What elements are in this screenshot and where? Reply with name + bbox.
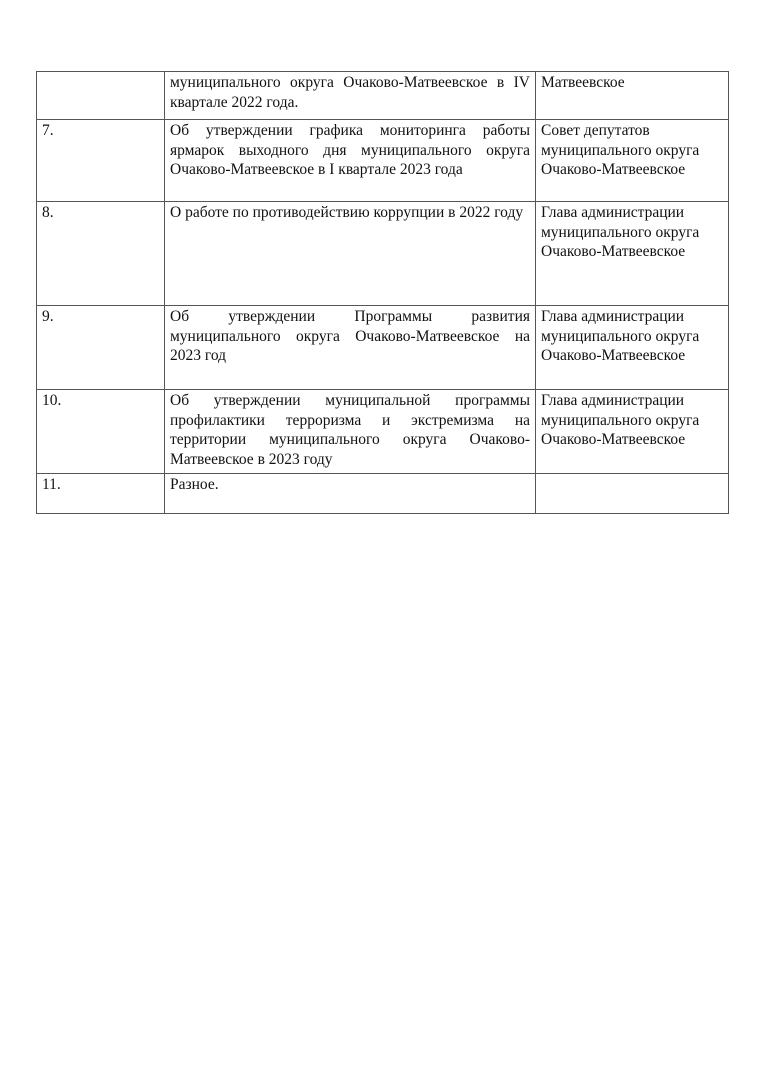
table-row — [37, 390, 729, 474]
agenda-topic-cell: Об утверждении муниципальной программы профилактики терроризма и экстремизма на территории муниципального округа Очаково-Матвеевское в 2023 году — [165, 390, 536, 474]
agenda-topic-cell: Разное. — [165, 474, 536, 514]
responsible-cell: Глава администрации муниципального округа Очаково-Матвеевское — [536, 306, 729, 390]
row-number-cell: 8. — [37, 202, 165, 306]
table-row — [37, 120, 729, 202]
table-row — [37, 474, 729, 514]
responsible-cell: Матвеевское — [536, 72, 729, 120]
row-number-cell: 10. — [37, 390, 165, 474]
responsible-cell: Совет депутатов муниципального округа Очаково-Матвеевское — [536, 120, 729, 202]
table-row — [37, 72, 729, 120]
table-row — [37, 202, 729, 306]
agenda-topic-cell: О работе по противодействию коррупции в 2022 году — [165, 202, 536, 306]
agenda-topic-cell: Об утверждении Программы развития муниципального округа Очаково-Матвеевское на 2023 год — [165, 306, 536, 390]
row-number-cell: 11. — [37, 474, 165, 514]
responsible-cell — [536, 474, 729, 514]
responsible-cell: Глава администрации муниципального округа Очаково-Матвеевское — [536, 390, 729, 474]
row-number-cell: 7. — [37, 120, 165, 202]
responsible-cell: Глава администрации муниципального округа Очаково-Матвеевское — [536, 202, 729, 306]
agenda-topic-cell: муниципального округа Очаково-Матвеевское в IV квартале 2022 года. — [165, 72, 536, 120]
agenda-topic-cell: Об утверждении графика мониторинга работы ярмарок выходного дня муниципального округа Очаково-Матвеевское в I квартале 2023 года — [165, 120, 536, 202]
table-row — [37, 306, 729, 390]
row-number-cell — [37, 72, 165, 120]
agenda-table — [36, 71, 729, 514]
row-number-cell: 9. — [37, 306, 165, 390]
